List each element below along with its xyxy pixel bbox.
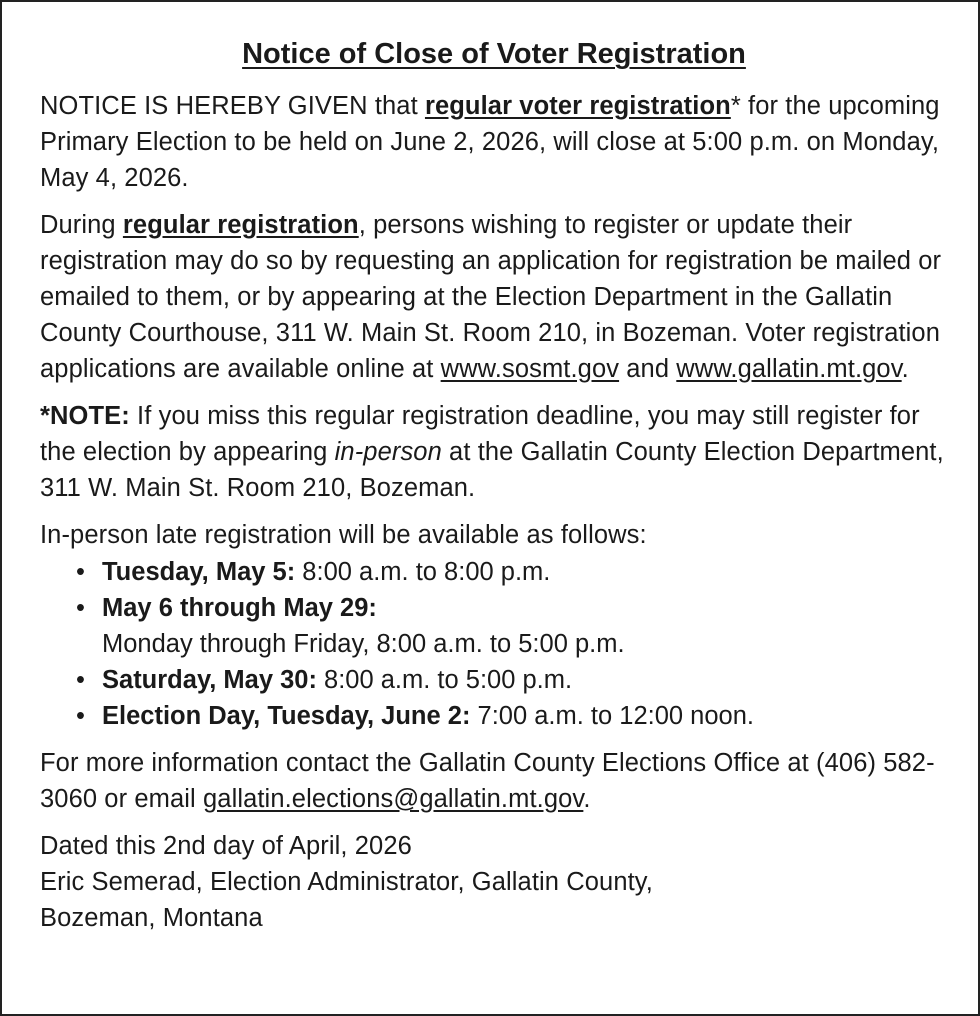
note-paragraph	[40, 398, 948, 506]
para1-text-c: * for the upcoming Primary Election to be held on June 2, 2026, will close at 5:00 p.m. on Monday, May 4, 2026.	[40, 92, 940, 192]
note-label: *NOTE:	[40, 402, 130, 430]
note-text-a: If you miss this regular registration deadline, you may still register for the election by appearing	[40, 402, 920, 466]
para2-text-c: , persons wishing to register or update their registration may do so by requesting an application for registration be mailed or emailed to them, or by appearing at the Election Department in the Gallatin County Courthouse, 311 W. Main St. Room 210, in Bozeman. Voter registration applications are available online at	[40, 211, 942, 383]
schedule-item-label: Tuesday, May 5:	[102, 558, 296, 586]
in-person-emphasis: in-person	[334, 438, 442, 466]
schedule-item-text: 8:00 a.m. to 8:00 p.m.	[295, 558, 551, 586]
regular-registration-paragraph	[40, 207, 948, 387]
registration-close-paragraph	[40, 88, 948, 196]
para2-text-a: During	[40, 211, 123, 239]
dated-line: Dated this 2nd day of April, 2026	[40, 832, 412, 860]
bullet-icon: •	[76, 558, 85, 586]
bullet-icon: •	[76, 666, 85, 694]
schedule-item	[76, 590, 948, 662]
schedule-item-label: Election Day, Tuesday, June 2:	[102, 702, 471, 730]
para2-text-d: and	[619, 355, 677, 383]
schedule-item	[76, 554, 948, 590]
contact-text-a: For more information contact the Gallatin County Elections Office at (406) 582-3060 or email	[40, 749, 935, 813]
late-registration-schedule	[40, 554, 948, 734]
schedule-item-text: 7:00 a.m. to 12:00 noon.	[470, 702, 754, 730]
bullet-icon: •	[76, 702, 85, 730]
late-registration-intro: In-person late registration will be available as follows:	[40, 521, 647, 549]
sosmt-link[interactable]: www.sosmt.gov	[440, 355, 620, 383]
para1-text-a: NOTICE IS HEREBY GIVEN that	[40, 92, 425, 120]
contact-paragraph	[40, 745, 948, 817]
schedule-item-text: Monday through Friday, 8:00 a.m. to 5:00 p.m.	[102, 630, 625, 658]
gallatin-link[interactable]: www.gallatin.mt.gov	[676, 355, 902, 383]
elections-email-link[interactable]: gallatin.elections@gallatin.mt.gov	[203, 785, 584, 813]
contact-text-b: .	[583, 785, 591, 813]
regular-voter-registration-emphasis: regular voter registration	[424, 92, 731, 120]
signoff-block	[40, 828, 948, 936]
para2-text-e: .	[901, 355, 909, 383]
bullet-icon: •	[76, 594, 85, 622]
location-line: Bozeman, Montana	[40, 904, 263, 932]
schedule-item-text: 8:00 a.m. to 5:00 p.m.	[316, 666, 573, 694]
note-text-b: at the Gallatin County Election Department, 311 W. Main St. Room 210, Bozeman.	[40, 438, 944, 502]
schedule-item-label: May 6 through May 29:	[102, 594, 377, 622]
schedule-item	[76, 662, 948, 698]
schedule-item-label: Saturday, May 30:	[102, 666, 317, 694]
regular-registration-emphasis: regular registration	[122, 211, 359, 239]
administrator-line: Eric Semerad, Election Administrator, Gallatin County,	[40, 868, 653, 896]
notice-title: Notice of Close of Voter Registration	[242, 38, 746, 70]
schedule-item	[76, 698, 948, 734]
